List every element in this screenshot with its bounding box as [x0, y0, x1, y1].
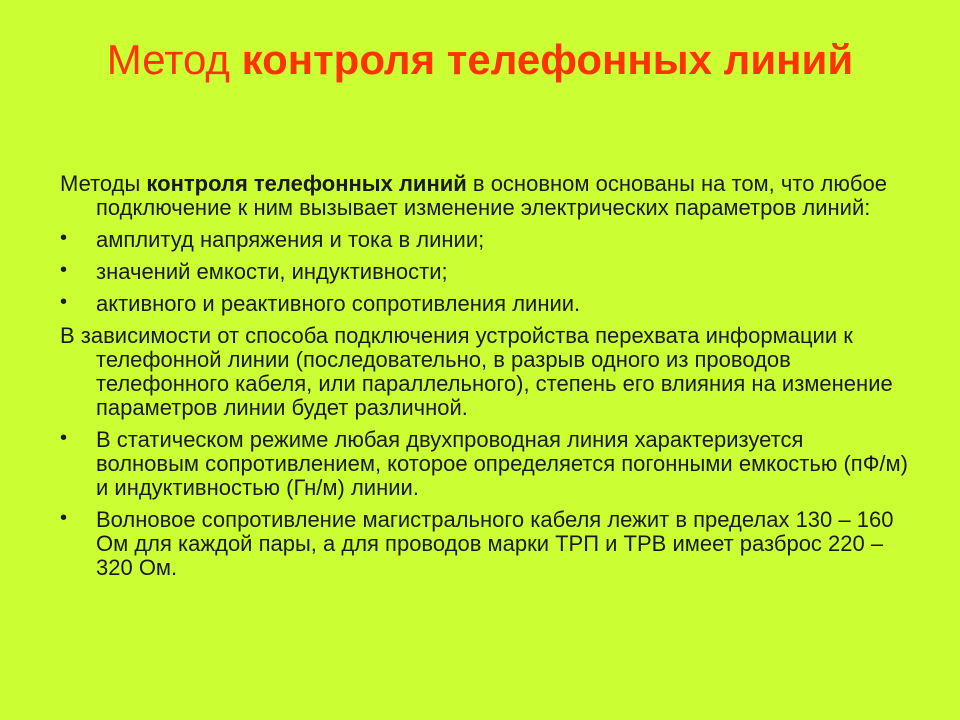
param-text: амплитуд напряжения и тока в линии; [96, 227, 485, 252]
intro-prefix: Методы [60, 171, 147, 196]
fact-item [60, 428, 910, 500]
title-bold: контроля телефонных линий [241, 36, 854, 83]
slide-body [60, 172, 910, 588]
fact-item [60, 508, 910, 580]
bullet-icon: • [60, 259, 68, 281]
param-text: активного и реактивного сопротивления линии. [96, 291, 581, 316]
dependency-paragraph: В зависимости от способа подключения устройства перехвата информации к телефонной линии (последовательно, в разрыв одного из проводов телефонного кабеля, или параллельного), степень его влияния на изменение параметров линии будет различной. [60, 323, 893, 420]
bullet-icon: • [60, 427, 68, 449]
param-item [60, 228, 910, 252]
param-item [60, 292, 910, 316]
fact-text: В статическом режиме любая двухпроводная линия характеризуется волновым сопротивлением, которое определяется погонными емкостью (пФ/м) и индуктивностью (Гн/м) линии. [96, 427, 908, 500]
bullet-icon: • [60, 507, 68, 529]
intro-bold: контроля телефонных линий [146, 171, 467, 196]
bullet-icon: • [60, 291, 68, 313]
title-regular: Метод [106, 36, 242, 83]
param-text: значений емкости, индуктивности; [96, 259, 448, 284]
param-item [60, 260, 910, 284]
fact-text: Волновое сопротивление магистрального кабеля лежит в пределах 130 – 160 Ом для каждой пары, а для проводов марки ТРП и ТРВ имеет разброс 220 – 320 Ом. [96, 507, 894, 580]
bullet-icon: • [60, 227, 68, 249]
intro-paragraph [60, 172, 910, 220]
slide-title [60, 32, 900, 88]
intro-suffix: в основном основаны на том, что любое подключение к ним вызывает изменение электрических параметров линий: [96, 171, 887, 220]
